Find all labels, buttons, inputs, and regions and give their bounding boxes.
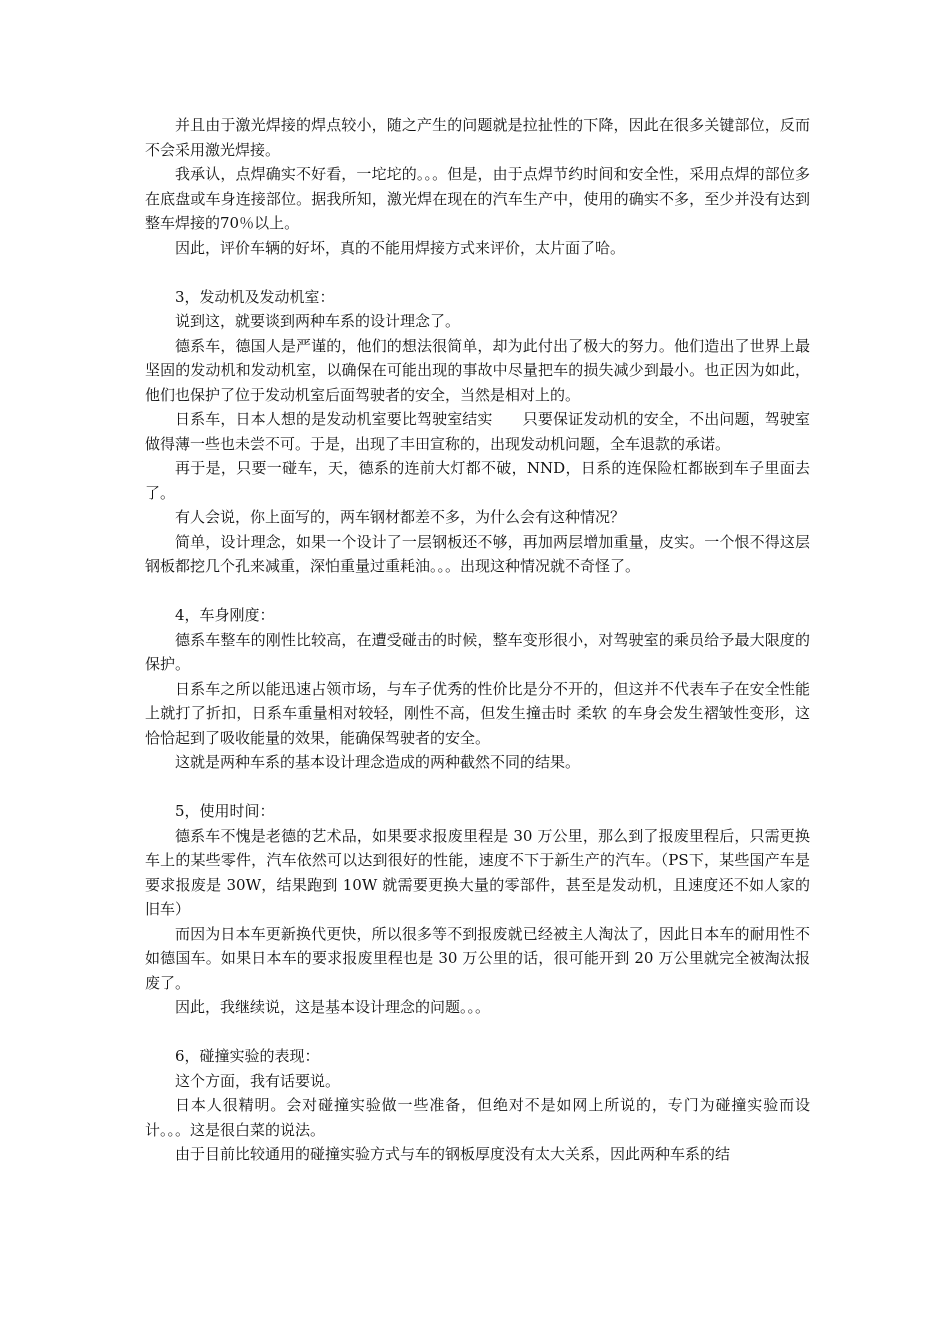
paragraph: 因此，我继续说，这是基本设计理念的问题。。。 [175,998,491,1016]
paragraph: 而因为日本车更新换代更快，所以很多等不到报废就已经被主人淘汰了，因此日本车的耐用性不如德国车。如果日本车的要求报废里程也是 30 万公里的话，很可能开到 20 万公里就完全被淘汰报废了。 [145,924,810,992]
section-heading: 5，使用时间： [175,802,275,820]
paragraph: 因此，评价车辆的好坏，真的不能用焊接方式来评价，太片面了哈。 [175,238,626,257]
section-heading: 6，碰撞实验的表现： [175,1047,320,1065]
paragraph: 说到这，就要谈到两种车系的设计理念了。 [175,312,461,330]
blank-line [145,260,810,285]
paragraph: 并且由于激光焊接的焊点较小，随之产生的问题就是拉扯性的下降，因此在很多关键部位，反而不会采用激光焊接。 [145,116,810,159]
blank-line [145,775,810,800]
paragraph: 这个方面，我有话要说。 [175,1071,341,1090]
blank-line [145,579,810,604]
paragraph: 简单，设计理念，如果一个设计了一层钢板还不够，再加两层增加重量，皮实。一个恨不得这层钢板都挖几个孔来减重，深怕重量过重耗油。。。出现这种情况就不奇怪了。 [145,532,810,575]
section-heading: 3，发动机及发动机室： [175,287,335,306]
paragraph: 这就是两种车系的基本设计理念造成的两种截然不同的结果。 [175,753,581,771]
paragraph: 再于是，只要一碰车，天，德系的连前大灯都不破，NND，日系的连保险杠都嵌到车子里面去了。 [145,459,810,502]
paragraph: 日本人很精明。会对碰撞实验做一些准备，但绝对不是如网上所说的，专门为碰撞实验而设计。。。这是很白菜的说法。 [145,1096,810,1139]
paragraph: 有人会说，你上面写的，两车钢材都差不多，为什么会有这种情况？ [175,508,626,526]
paragraph: 由于目前比较通用的碰撞实验方式与车的钢板厚度没有太大关系，因此两种车系的结 [175,1145,731,1163]
document-body [145,113,810,1167]
section-heading: 4，车身刚度： [175,606,275,624]
paragraph: 日系车，日本人想的是发动机室要比驾驶室结实 只要保证发动机的安全，不出问题，驾驶室做得薄一些也未尝不可。于是，出现了丰田宣称的，出现发动机问题，全车退款的承诺。 [145,410,810,453]
paragraph: 我承认，点焊确实不好看，一坨坨的。。。但是，由于点焊节约时间和安全性，采用点焊的部位多在底盘或车身连接部位。据我所知，激光焊在现在的汽车生产中，使用的确实不多，至少并没有达到整车焊接的70％以上。 [145,165,810,232]
paragraph: 德系车不愧是老德的艺术品，如果要求报废里程是 30 万公里，那么到了报废里程后，只需更换车上的某些零件，汽车依然可以达到很好的性能，速度不下于新生产的汽车。（PS下，某些国产车是要求报废是 30W，结果跑到 10W 就需要更换大量的零部件，甚至是发动机，且速度还不如人家的旧车） [145,826,810,918]
blank-line [145,1020,810,1045]
paragraph: 德系车整车的刚性比较高，在遭受碰击的时候，整车变形很小，对驾驶室的乘员给予最大限度的保护。 [145,630,810,673]
paragraph: 日系车之所以能迅速占领市场，与车子优秀的性价比是分不开的，但这并不代表车子在安全性能上就打了折扣，日系车重量相对较轻，刚性不高，但发生撞击时 柔软 的车身会发生褶皱性变形，这恰恰起到了吸收能量的效果，能确保驾驶者的安全。 [145,679,810,747]
paragraph: 德系车，德国人是严谨的，他们的想法很简单，却为此付出了极大的努力。他们造出了世界上最坚固的发动机和发动机室，以确保在可能出现的事故中尽量把车的损失减少到最小。也正因为如此，他们也保护了位于发动机室后面驾驶者的安全，当然是相对上的。 [145,336,810,404]
